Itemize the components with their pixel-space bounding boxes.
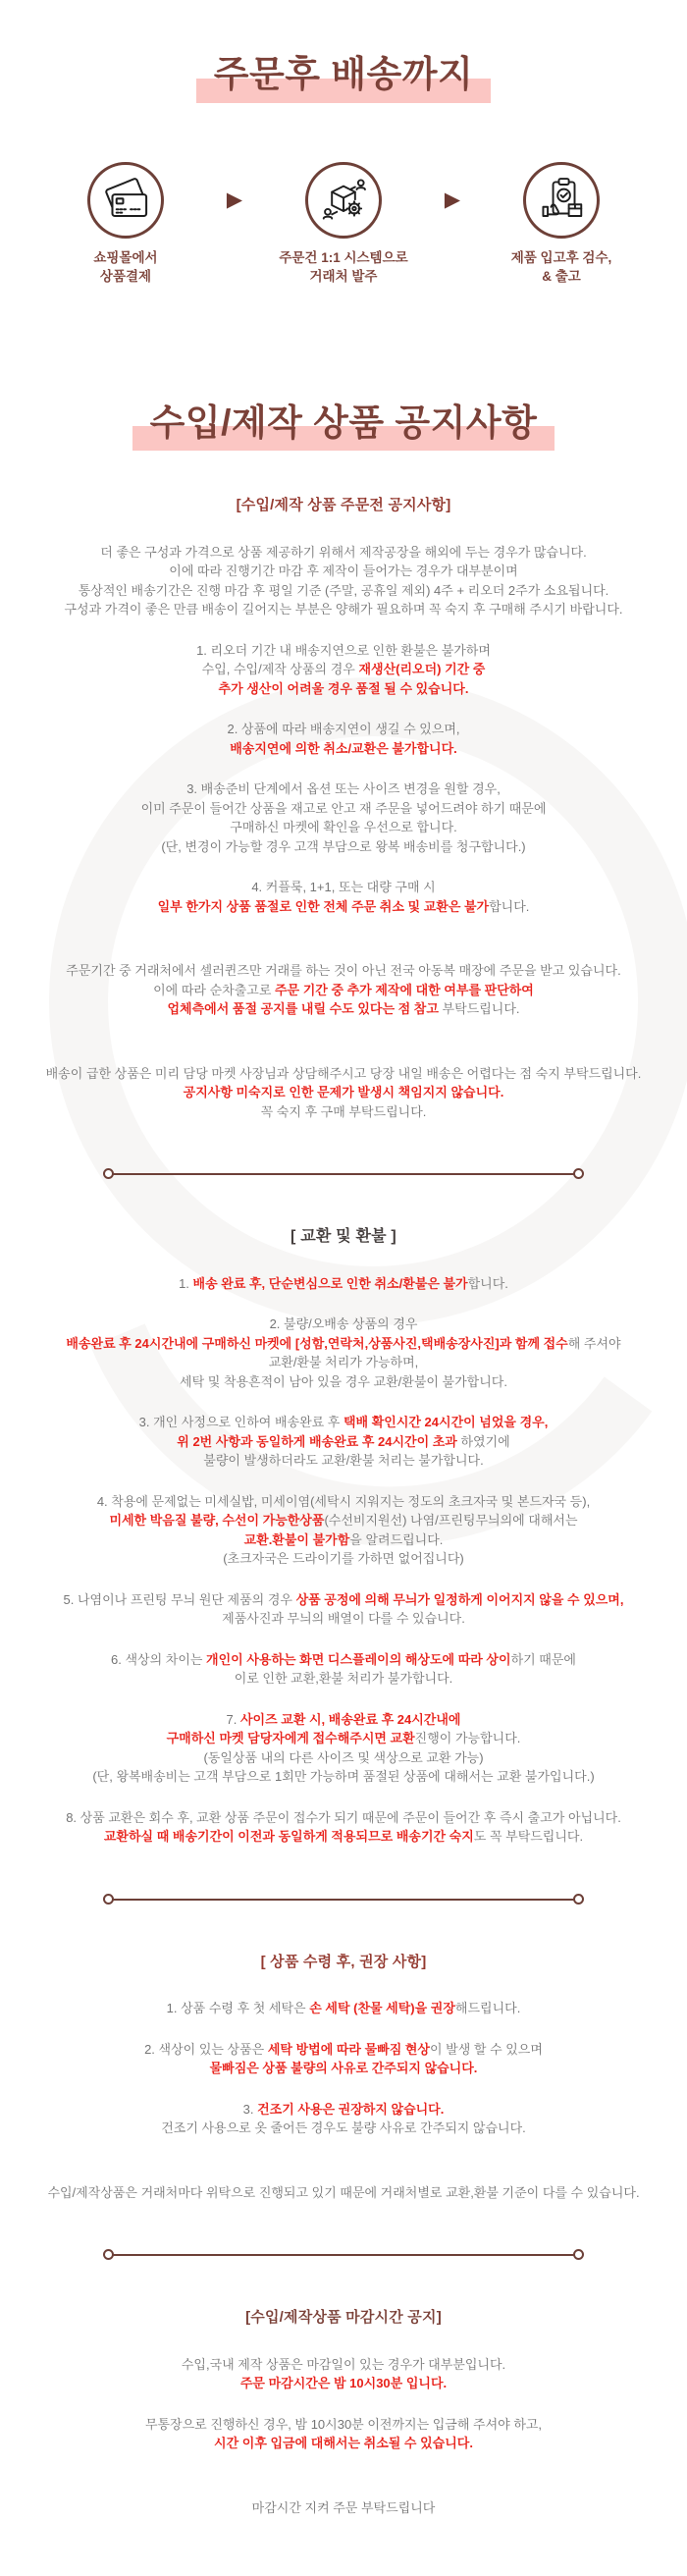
notice-line bbox=[0, 1334, 687, 1354]
text-segment: 시간 이후 입금에 대해서는 취소될 수 있습니다. bbox=[214, 2436, 473, 2451]
notice-line bbox=[0, 562, 687, 581]
divider-end-ring bbox=[573, 1168, 584, 1179]
notice-line bbox=[0, 1669, 687, 1689]
step-shop-payment bbox=[39, 162, 212, 287]
text-segment: 재생산(리오더) 기간 중 bbox=[358, 662, 486, 677]
notice-block bbox=[0, 1999, 687, 2018]
text-segment: 추가 생산이 어려울 경우 품절 될 수 있습니다. bbox=[218, 680, 469, 696]
text-segment: 일부 한가지 상품 품절로 인한 전체 주문 취소 및 교환은 불가 bbox=[157, 898, 490, 914]
clipboard-check-icon bbox=[523, 162, 600, 239]
section-pre-order-notice bbox=[0, 496, 687, 1121]
text-segment: 물빠짐은 상품 불량의 사유로 간주되지 않습니다. bbox=[209, 2061, 478, 2076]
step-label: 제품 입고후 검수, & 출고 bbox=[510, 249, 612, 285]
text-segment: 배송완료 후 24시간내에 구매하신 마켓에 [성함,연락처,상품사진,택배송장사진]과 함께 접수 bbox=[66, 1335, 568, 1351]
text-segment: 이로 인한 교환,환불 처리가 불가합니다. bbox=[234, 1671, 453, 1687]
text-segment: 주문 마감시간은 밤 10시30분 입니다. bbox=[239, 2376, 448, 2391]
notice-line bbox=[0, 1549, 687, 1569]
notice-block bbox=[0, 1064, 687, 1122]
text-segment: 무통장으로 진행하신 경우, 밤 10시30분 이전까지는 입금해 주셔야 하고, bbox=[144, 2416, 543, 2432]
text-segment: 통상적인 배송기간은 진행 마감 후 평일 기준 (주말, 공휴일 제외) 4주 + 리오더 2주가 소요됩니다. bbox=[78, 582, 609, 598]
notice-line bbox=[0, 1353, 687, 1372]
divider-end-ring bbox=[103, 1168, 114, 1179]
text-segment: 7. bbox=[226, 1711, 240, 1727]
notice-line bbox=[0, 1710, 687, 1730]
text-segment: 합니다. bbox=[489, 898, 530, 914]
notice-block bbox=[0, 961, 687, 1019]
text-segment: 1. bbox=[179, 1275, 193, 1291]
notice-line bbox=[0, 2374, 687, 2393]
notice-line bbox=[0, 1274, 687, 1294]
notice-line bbox=[0, 878, 687, 897]
notice-line bbox=[0, 1432, 687, 1452]
notice-block bbox=[0, 1413, 687, 1471]
text-segment: (단, 왕복배송비는 고객 부담으로 1회만 가능하며 품절된 상품에 대해서는 교환 불가입니다.) bbox=[92, 1769, 595, 1785]
text-segment: 6. 색상의 차이는 bbox=[111, 1651, 207, 1667]
notice-line bbox=[0, 961, 687, 981]
text-segment: 3. bbox=[242, 2101, 258, 2117]
notice-line bbox=[0, 897, 687, 917]
divider-line bbox=[109, 1173, 578, 1175]
text-segment: 수입,국내 제작 상품은 마감일이 있는 경우가 대부분입니다. bbox=[181, 2356, 506, 2372]
notice-line bbox=[0, 1590, 687, 1610]
text-segment: (동일상품 내의 다른 사이즈 및 색상으로 교환 가능) bbox=[203, 1749, 484, 1765]
notice-line bbox=[0, 679, 687, 699]
text-segment: 구성과 가격이 좋은 만큼 배송이 길어지는 부분은 양해가 필요하며 꼭 숙지 후 구매해 주시기 바랍니다. bbox=[64, 602, 623, 617]
notice-line bbox=[0, 660, 687, 679]
text-segment: 더 좋은 구성과 가격으로 상품 제공하기 위해서 제작공장을 해외에 두는 경우가 많습니다. bbox=[100, 544, 587, 560]
notice-line bbox=[0, 543, 687, 563]
notice-line bbox=[0, 2434, 687, 2453]
notice-line bbox=[0, 818, 687, 837]
notice-line bbox=[0, 2183, 687, 2203]
notice-line bbox=[0, 1102, 687, 1122]
notice-block bbox=[0, 1650, 687, 1689]
notice-title-text: 수입/제작 상품 공지사항 bbox=[132, 402, 555, 452]
section-divider bbox=[103, 2249, 584, 2261]
arrow-right-icon: ▶ bbox=[444, 188, 461, 211]
section-post-receipt-recommendations bbox=[0, 1953, 687, 2203]
text-segment: 진행이 가능합니다. bbox=[414, 1731, 521, 1746]
notice-line bbox=[0, 1827, 687, 1847]
notice-line bbox=[0, 1808, 687, 1828]
notice-title bbox=[0, 402, 687, 452]
text-segment: 개인이 사용하는 화면 디스플레이의 해상도에 따라 상이 bbox=[206, 1651, 511, 1667]
text-segment: 교환.환불이 불가함 bbox=[243, 1531, 350, 1547]
order-process-steps bbox=[0, 162, 687, 287]
text-segment: 불량이 발생하더라도 교환/환불 처리는 불가합니다. bbox=[203, 1453, 484, 1469]
notice-line bbox=[0, 720, 687, 739]
notice-line bbox=[0, 2100, 687, 2120]
text-segment: 이 발생 할 수 있으며 bbox=[430, 2041, 543, 2057]
text-segment: 이미 주문이 들어간 상품을 재고로 안고 재 주문을 넣어드려야 하기 때문에 bbox=[140, 800, 547, 816]
text-segment: 상품 공정에 의해 무늬가 일정하게 이어지지 않을 수 있으며, bbox=[295, 1591, 624, 1607]
notice-line bbox=[0, 1413, 687, 1432]
notice-line bbox=[0, 641, 687, 661]
notice-line bbox=[0, 581, 687, 601]
notice-line bbox=[0, 1451, 687, 1471]
text-segment: 사이즈 교환 시, 배송완료 후 24시간내에 bbox=[239, 1711, 461, 1727]
notice-block bbox=[0, 1590, 687, 1629]
text-segment: 택배 확인시간 24시간이 넘었을 경우, bbox=[343, 1415, 549, 1430]
text-segment: 8. 상품 교환은 회수 후, 교환 상품 주문이 접수가 되기 때문에 주문이 들어간 후 즉시 출고가 아닙니다. bbox=[66, 1809, 621, 1825]
text-segment: 손 세탁 (찬물 세탁)을 권장 bbox=[309, 2001, 455, 2016]
notice-block bbox=[0, 2415, 687, 2453]
notice-line bbox=[0, 1315, 687, 1334]
section-divider bbox=[103, 1168, 584, 1180]
notice-line bbox=[0, 1083, 687, 1102]
text-segment: 2. 상품에 따라 배송지연이 생길 수 있으며, bbox=[227, 722, 460, 737]
text-segment: 주문기간 중 거래처에서 셀러퀸즈만 거래를 하는 것이 아닌 전국 아동복 매장에 주문을 받고 있습니다. bbox=[66, 963, 621, 979]
text-segment: 세탁 방법에 따라 물빠짐 현상 bbox=[267, 2041, 430, 2057]
notice-line bbox=[0, 799, 687, 819]
text-segment: 3. 배송준비 단계에서 옵션 또는 사이즈 변경을 원할 경우, bbox=[186, 781, 501, 797]
text-segment: (수선비지원선) 나염/프린팅무늬의에 대해서는 bbox=[324, 1513, 578, 1529]
text-segment: 1. 상품 수령 후 첫 세탁은 bbox=[166, 2001, 310, 2016]
divider-end-ring bbox=[103, 2249, 114, 2260]
notice-line bbox=[0, 2040, 687, 2060]
page-title-text: 주문후 배송까지 bbox=[196, 54, 491, 103]
divider-end-ring bbox=[573, 1894, 584, 1905]
divider-line bbox=[109, 2254, 578, 2256]
step-label: 쇼핑몰에서 상품결제 bbox=[93, 249, 158, 285]
section-deadline-notice bbox=[0, 2308, 687, 2517]
notice-block bbox=[0, 1492, 687, 1569]
notice-block bbox=[0, 720, 687, 758]
text-segment: 5. 나염이나 프린팅 무늬 원단 제품의 경우 bbox=[63, 1591, 296, 1607]
notice-line bbox=[0, 999, 687, 1019]
notice-block bbox=[0, 2355, 687, 2393]
text-segment: 구매하신 마켓에 확인을 우선으로 합니다. bbox=[230, 820, 457, 835]
notice-line bbox=[0, 2415, 687, 2435]
text-segment: 해 주셔야 bbox=[567, 1335, 621, 1351]
text-segment: 교환/환불 처리가 가능하며, bbox=[268, 1355, 419, 1370]
text-segment: 도 꼭 부탁드립니다. bbox=[473, 1829, 584, 1845]
text-segment: (초크자국은 드라이기를 가하면 없어집니다) bbox=[223, 1551, 464, 1567]
text-segment: 위 2번 사항과 동일하게 배송완료 후 24시간이 초과 bbox=[177, 1433, 457, 1449]
notice-line bbox=[0, 2059, 687, 2078]
notice-line bbox=[0, 739, 687, 759]
section-divider bbox=[103, 1894, 584, 1905]
credit-card-icon bbox=[87, 162, 164, 239]
text-segment: 배송지연에 의한 취소/교환은 불가합니다. bbox=[230, 740, 457, 756]
text-segment: 2. 색상이 있는 상품은 bbox=[144, 2041, 268, 2057]
notice-line bbox=[0, 600, 687, 619]
step-label: 주문건 1:1 시스템으로 거래처 발주 bbox=[279, 249, 408, 285]
text-segment: 업체측에서 품절 공지를 내릴 수도 있다는 점 참고 bbox=[167, 1001, 439, 1017]
text-segment: 을 알려드립니다. bbox=[349, 1531, 444, 1547]
text-segment: 하였기에 bbox=[456, 1433, 510, 1449]
notice-line bbox=[0, 2355, 687, 2375]
text-segment: 해드립니다. bbox=[454, 2001, 521, 2016]
text-segment: 2. 불량/오배송 상품의 경우 bbox=[269, 1316, 418, 1332]
notice-line bbox=[0, 1511, 687, 1530]
text-segment: 배송이 급한 상품은 미리 담당 마켓 사장님과 상담해주시고 당장 내일 배송은 어렵다는 점 숙지 부탁드립니다. bbox=[45, 1065, 642, 1081]
notice-line bbox=[0, 1492, 687, 1512]
text-segment: 꼭 숙지 후 구매 부탁드립니다. bbox=[260, 1103, 427, 1119]
text-segment: 하기 때문에 bbox=[510, 1651, 576, 1667]
text-segment: 부탁드립니다. bbox=[438, 1001, 520, 1017]
notice-line bbox=[0, 2119, 687, 2138]
text-segment: 마감시간 지켜 주문 부탁드립니다 bbox=[251, 2499, 436, 2515]
notice-line bbox=[0, 1530, 687, 1550]
notice-line bbox=[0, 1064, 687, 1084]
text-segment: 건조기 사용은 권장하지 않습니다. bbox=[257, 2101, 445, 2117]
text-segment: 4. 커플룩, 1+1, 또는 대량 구매 시 bbox=[251, 880, 436, 895]
text-segment: 공지사항 미숙지로 인한 문제가 발생시 책임지지 않습니다. bbox=[183, 1085, 504, 1100]
notice-block bbox=[0, 2100, 687, 2138]
arrow-right-icon: ▶ bbox=[226, 188, 243, 211]
text-segment: 세탁 및 착용흔적이 남아 있을 경우 교환/환불이 불가합니다. bbox=[180, 1373, 507, 1389]
text-segment: 제품사진과 무늬의 배열이 다를 수 있습니다. bbox=[222, 1611, 465, 1627]
notice-line bbox=[0, 779, 687, 799]
notice-block bbox=[0, 1808, 687, 1847]
section-exchange-refund bbox=[0, 1227, 687, 1847]
notice-line bbox=[0, 1748, 687, 1768]
section-header-exchange-refund: [ 교환 및 환불 ] bbox=[291, 1228, 396, 1246]
text-segment: 1. 리오더 기간 내 배송지연으로 인한 환불은 불가하며 bbox=[196, 642, 491, 658]
text-segment: 배송 완료 후, 단순변심으로 인한 취소/환불은 불가 bbox=[192, 1275, 468, 1291]
text-segment: 구매하신 마켓 담당자에게 접수해주시면 교환 bbox=[166, 1731, 415, 1746]
text-segment: 4. 착용에 문제없는 미세실밥, 미세이염(세탁시 지워지는 정도의 초크자국 및 본드자국 등), bbox=[96, 1493, 591, 1509]
section-header-deadline-notice: [수입/제작상품 마감시간 공지] bbox=[245, 2309, 442, 2327]
notice-block bbox=[0, 543, 687, 619]
notice-block bbox=[0, 2498, 687, 2518]
notice-block bbox=[0, 1710, 687, 1787]
notice-line bbox=[0, 1609, 687, 1629]
notice-block bbox=[0, 2040, 687, 2078]
notice-line bbox=[0, 1999, 687, 2018]
notice-line bbox=[0, 1729, 687, 1748]
notice-block bbox=[0, 878, 687, 916]
text-segment: 합니다. bbox=[467, 1275, 508, 1291]
box-gear-network-icon bbox=[305, 162, 382, 239]
notice-line bbox=[0, 837, 687, 857]
text-segment: (단, 변경이 가능할 경우 고객 부담으로 왕복 배송비를 청구합니다.) bbox=[161, 838, 526, 854]
text-segment: 이에 따라 순차출고로 bbox=[153, 982, 275, 997]
notice-block bbox=[0, 1315, 687, 1391]
text-segment: 3. 개인 사정으로 인하여 배송완료 후 bbox=[138, 1415, 344, 1430]
section-header-post-receipt-recommendations: [ 상품 수령 후, 권장 사항] bbox=[260, 1953, 427, 1970]
notice-line bbox=[0, 1767, 687, 1787]
step-order-system bbox=[257, 162, 430, 287]
text-segment: 미세한 박음질 불량, 수선이 가능한상품 bbox=[109, 1513, 325, 1529]
text-segment: 건조기 사용으로 옷 줄어든 경우도 불량 사유로 간주되지 않습니다. bbox=[161, 2120, 526, 2136]
page-title bbox=[0, 54, 687, 103]
divider-line bbox=[109, 1899, 578, 1901]
text-segment: 수입, 수입/제작 상품의 경우 bbox=[201, 662, 359, 677]
notice-line bbox=[0, 1372, 687, 1392]
section-header-pre-order-notice: [수입/제작 상품 주문전 공지사항] bbox=[236, 497, 451, 514]
notice-block bbox=[0, 2183, 687, 2203]
notice-block bbox=[0, 1274, 687, 1294]
notice-line bbox=[0, 981, 687, 1000]
text-segment: 수입/제작상품은 거래처마다 위탁으로 진행되고 있기 때문에 거래처별로 교환,환불 기준이 다를 수 있습니다. bbox=[47, 2184, 640, 2200]
notice-block bbox=[0, 641, 687, 699]
notice-line bbox=[0, 1650, 687, 1670]
notice-sections bbox=[0, 496, 687, 2517]
step-inspection-shipment bbox=[475, 162, 648, 287]
notice-block bbox=[0, 779, 687, 856]
text-segment: 이에 따라 진행기간 마감 후 제작이 들어가는 경우가 대부분이며 bbox=[169, 564, 518, 579]
text-segment: 주문 기간 중 추가 제작에 대한 여부를 판단하여 bbox=[274, 982, 534, 997]
divider-end-ring bbox=[103, 1894, 114, 1905]
divider-end-ring bbox=[573, 2249, 584, 2260]
notice-line bbox=[0, 2498, 687, 2518]
text-segment: 교환하실 때 배송기간이 이전과 동일하게 적용되므로 배송기간 숙지 bbox=[103, 1829, 474, 1845]
